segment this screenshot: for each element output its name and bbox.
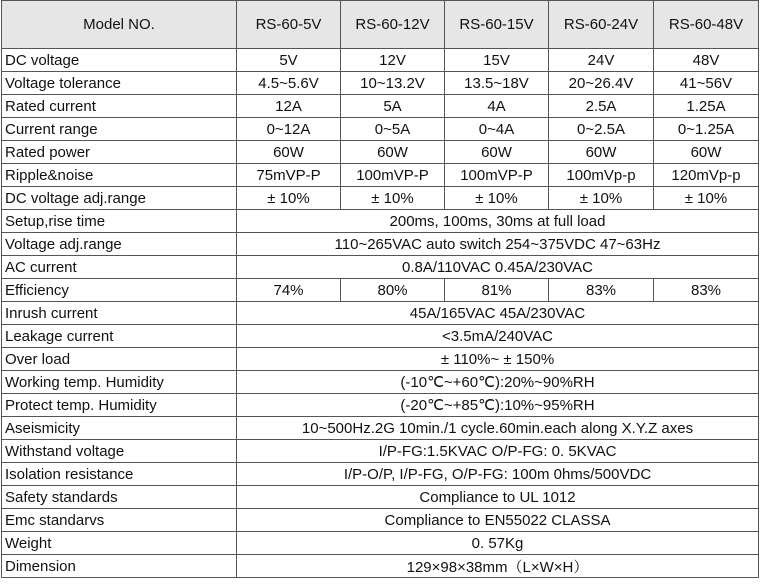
spec-row — [2, 279, 759, 302]
spec-cell: 15V — [445, 49, 549, 72]
spec-cell: 2.5A — [549, 95, 654, 118]
spec-row — [2, 371, 759, 394]
row-label: Over load — [2, 348, 237, 371]
spec-cell-merged: Compliance to UL 1012 — [237, 486, 759, 509]
spec-cell: 74% — [237, 279, 341, 302]
model-header: RS-60-24V — [549, 1, 654, 49]
spec-cell-merged: 45A/165VAC 45A/230VAC — [237, 302, 759, 325]
row-label: DC voltage — [2, 49, 237, 72]
spec-body — [2, 49, 759, 578]
spec-row — [2, 394, 759, 417]
spec-cell: 83% — [549, 279, 654, 302]
row-label: Current range — [2, 118, 237, 141]
row-label: Withstand voltage — [2, 440, 237, 463]
spec-row — [2, 302, 759, 325]
row-label: Efficiency — [2, 279, 237, 302]
row-label: DC voltage adj.range — [2, 187, 237, 210]
spec-cell: 4.5~5.6V — [237, 72, 341, 95]
row-label: Dimension — [2, 555, 237, 578]
spec-row — [2, 325, 759, 348]
spec-cell: ± 10% — [237, 187, 341, 210]
spec-cell: 13.5~18V — [445, 72, 549, 95]
spec-cell: 5V — [237, 49, 341, 72]
spec-cell: ± 10% — [341, 187, 445, 210]
spec-cell: 60W — [654, 141, 759, 164]
spec-cell: 60W — [445, 141, 549, 164]
spec-cell: ± 10% — [445, 187, 549, 210]
spec-cell: 41~56V — [654, 72, 759, 95]
model-header: RS-60-48V — [654, 1, 759, 49]
spec-cell: 12A — [237, 95, 341, 118]
spec-cell: 81% — [445, 279, 549, 302]
spec-cell: 10~13.2V — [341, 72, 445, 95]
spec-cell-merged: I/P-FG:1.5KVAC O/P-FG: 0. 5KVAC — [237, 440, 759, 463]
row-label: Aseismicity — [2, 417, 237, 440]
spec-cell: 100mVP-P — [341, 164, 445, 187]
spec-cell: 60W — [341, 141, 445, 164]
model-no-header: Model NO. — [2, 1, 237, 49]
spec-cell-merged: 129×98×38mm（L×W×H） — [237, 555, 759, 578]
spec-cell: 83% — [654, 279, 759, 302]
spec-cell: 48V — [654, 49, 759, 72]
spec-cell: 12V — [341, 49, 445, 72]
spec-cell-merged: (-20℃~+85℃):10%~95%RH — [237, 394, 759, 417]
spec-row — [2, 187, 759, 210]
spec-row — [2, 256, 759, 279]
spec-cell: 100mVp-p — [549, 164, 654, 187]
spec-cell: 120mVp-p — [654, 164, 759, 187]
spec-cell-merged: (-10℃~+60℃):20%~90%RH — [237, 371, 759, 394]
row-label: Protect temp. Humidity — [2, 394, 237, 417]
spec-cell: 0~1.25A — [654, 118, 759, 141]
model-header: RS-60-15V — [445, 1, 549, 49]
spec-row — [2, 118, 759, 141]
spec-row — [2, 72, 759, 95]
row-label: Voltage tolerance — [2, 72, 237, 95]
spec-row — [2, 141, 759, 164]
spec-cell: 0~4A — [445, 118, 549, 141]
spec-cell-merged: 10~500Hz.2G 10min./1 cycle.60min.each along X.Y.Z axes — [237, 417, 759, 440]
spec-cell: 0~5A — [341, 118, 445, 141]
spec-cell: ± 10% — [654, 187, 759, 210]
header-row — [2, 1, 759, 49]
spec-cell: 100mVP-P — [445, 164, 549, 187]
spec-cell: 60W — [237, 141, 341, 164]
row-label: Emc standarvs — [2, 509, 237, 532]
row-label: Weight — [2, 532, 237, 555]
spec-row — [2, 417, 759, 440]
spec-cell-merged: 200ms, 100ms, 30ms at full load — [237, 210, 759, 233]
spec-cell: 1.25A — [654, 95, 759, 118]
spec-row — [2, 463, 759, 486]
spec-row — [2, 509, 759, 532]
spec-cell: 60W — [549, 141, 654, 164]
spec-row — [2, 210, 759, 233]
spec-row — [2, 532, 759, 555]
spec-cell: 24V — [549, 49, 654, 72]
spec-cell-merged: Compliance to EN55022 CLASSA — [237, 509, 759, 532]
row-label: Ripple&noise — [2, 164, 237, 187]
spec-cell: 20~26.4V — [549, 72, 654, 95]
spec-row — [2, 95, 759, 118]
spec-row — [2, 348, 759, 371]
spec-cell-merged: <3.5mA/240VAC — [237, 325, 759, 348]
spec-row — [2, 49, 759, 72]
spec-row — [2, 486, 759, 509]
row-label: AC current — [2, 256, 237, 279]
spec-row — [2, 164, 759, 187]
spec-cell-merged: 0.8A/110VAC 0.45A/230VAC — [237, 256, 759, 279]
row-label: Inrush current — [2, 302, 237, 325]
spec-cell-merged: ± 110%~ ± 150% — [237, 348, 759, 371]
spec-cell-merged: 0. 57Kg — [237, 532, 759, 555]
spec-row — [2, 555, 759, 578]
spec-table — [1, 0, 759, 578]
row-label: Safety standards — [2, 486, 237, 509]
row-label: Voltage adj.range — [2, 233, 237, 256]
spec-cell: 80% — [341, 279, 445, 302]
spec-cell: 75mVP-P — [237, 164, 341, 187]
row-label: Rated current — [2, 95, 237, 118]
spec-cell: 5A — [341, 95, 445, 118]
spec-cell-merged: 110~265VAC auto switch 254~375VDC 47~63Hz — [237, 233, 759, 256]
spec-cell: 0~12A — [237, 118, 341, 141]
spec-row — [2, 233, 759, 256]
row-label: Leakage current — [2, 325, 237, 348]
model-header: RS-60-12V — [341, 1, 445, 49]
row-label: Isolation resistance — [2, 463, 237, 486]
row-label: Rated power — [2, 141, 237, 164]
spec-cell-merged: I/P-O/P, I/P-FG, O/P-FG: 100m 0hms/500VDC — [237, 463, 759, 486]
spec-row — [2, 440, 759, 463]
row-label: Setup,rise time — [2, 210, 237, 233]
spec-cell: 4A — [445, 95, 549, 118]
row-label: Working temp. Humidity — [2, 371, 237, 394]
model-header: RS-60-5V — [237, 1, 341, 49]
spec-cell: 0~2.5A — [549, 118, 654, 141]
spec-cell: ± 10% — [549, 187, 654, 210]
